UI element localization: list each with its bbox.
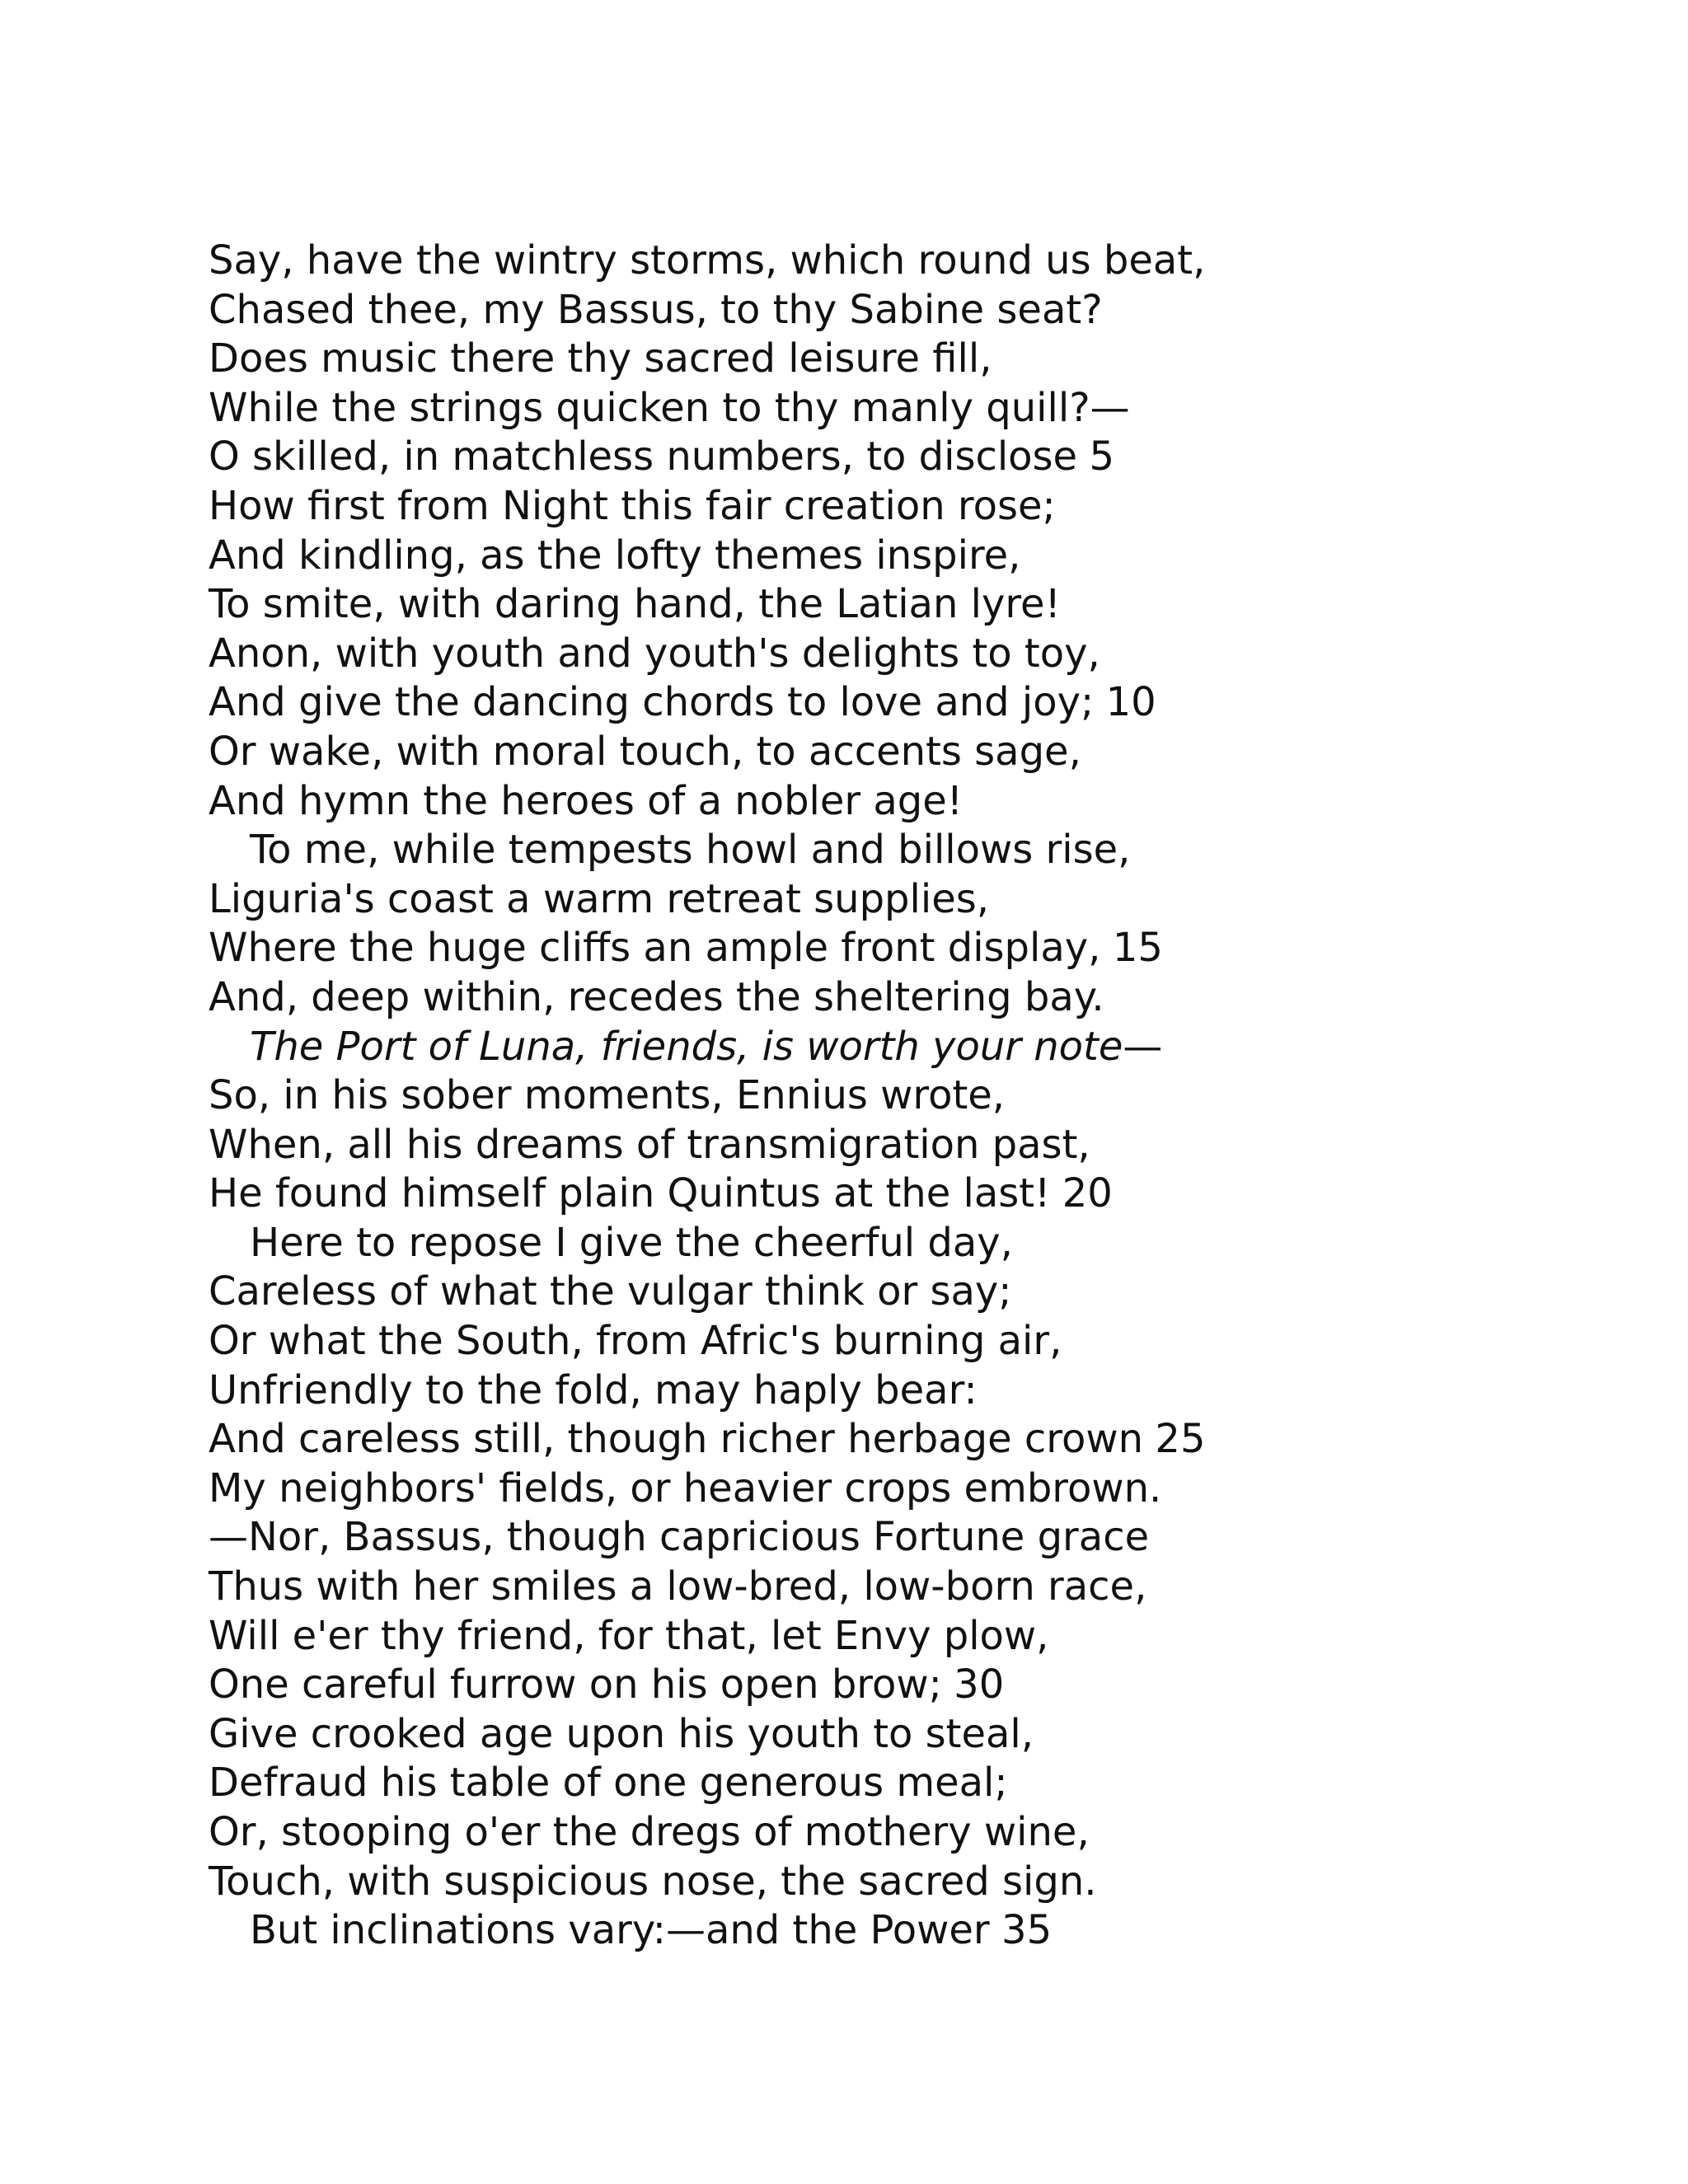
poem-line [209, 1858, 1610, 1907]
line-number: 5 [1089, 434, 1115, 480]
poem-line [209, 1023, 1610, 1072]
poem-line-text: Or, stooping o'er the dregs of mothery wine, [209, 1809, 1090, 1855]
poem-line [209, 924, 1610, 973]
poem-line [209, 335, 1610, 384]
poem-line-text: Liguria's coast a warm retreat supplies, [209, 875, 989, 922]
poem-line [209, 1661, 1610, 1710]
poem-line-text: And hymn the heroes of a nobler age! [209, 777, 964, 824]
poem-line [209, 482, 1610, 532]
poem-line [209, 580, 1610, 630]
poem-line-suffix: — [1123, 1023, 1163, 1070]
poem-line-text: O skilled, in matchless numbers, to disclose [209, 434, 1078, 480]
poem-line [209, 1612, 1610, 1661]
line-number: 10 [1105, 679, 1156, 726]
poem-line [209, 1121, 1610, 1170]
poem-line-text: To smite, with daring hand, the Latian lyre! [209, 581, 1061, 628]
poem-line-text: He found himself plain Quintus at the last! [209, 1170, 1051, 1217]
poem-line [209, 532, 1610, 581]
poem-line-text: To me, while tempests howl and billows rise, [250, 827, 1131, 874]
poem-line-text: Unfriendly to the fold, may haply bear: [209, 1366, 978, 1413]
poem-line [209, 286, 1610, 335]
poem-line-text: And careless still, though richer herbage crown [209, 1416, 1144, 1463]
poem-line [209, 875, 1610, 925]
poem-line-text: While the strings quicken to thy manly quill?— [209, 384, 1130, 431]
poem-line-text: Careless of what the vulgar think or say; [209, 1268, 1012, 1315]
poem-line-text: One careful furrow on his open brow; [209, 1661, 942, 1708]
poem-text [209, 237, 1610, 1956]
poem-line [209, 1513, 1610, 1563]
poem-line-text: Does music there thy sacred leisure fill, [209, 335, 992, 382]
line-number: 30 [954, 1661, 1005, 1708]
poem-line [209, 973, 1610, 1023]
poem-line-text: How first from Night this fair creation rose; [209, 482, 1056, 529]
poem-line-text: Here to repose I give the cheerful day, [250, 1219, 1013, 1266]
poem-line [209, 433, 1610, 482]
poem-line-text: Or wake, with moral touch, to accents sage, [209, 728, 1081, 775]
poem-line [209, 237, 1610, 286]
poem-line-text: Where the huge cliffs an ample front display, [209, 925, 1101, 972]
poem-line-text: Or what the South, from Afric's burning air, [209, 1318, 1062, 1365]
poem-line [209, 384, 1610, 434]
poem-line [209, 1317, 1610, 1366]
poem-line [209, 728, 1610, 777]
poem-line [209, 826, 1610, 875]
poem-line [209, 1563, 1610, 1612]
poem-line-text: And kindling, as the lofty themes inspire, [209, 532, 1021, 579]
poem-line [209, 1219, 1610, 1268]
poem-line-text: —Nor, Bassus, though capricious Fortune grace [209, 1514, 1150, 1561]
poem-line [209, 1710, 1610, 1760]
poem-line [209, 1071, 1610, 1121]
poem-line [209, 630, 1610, 679]
line-number: 35 [1001, 1907, 1053, 1954]
poem-line [209, 1268, 1610, 1317]
poem-line [209, 1906, 1610, 1956]
poem-line-text: Will e'er thy friend, for that, let Envy plow, [209, 1612, 1049, 1659]
poem-line [209, 1808, 1610, 1858]
poem-line [209, 777, 1610, 827]
poem-line-text: Thus with her smiles a low-bred, low-born race, [209, 1563, 1147, 1610]
line-number: 20 [1062, 1170, 1113, 1217]
poem-line [209, 1465, 1610, 1514]
poem-line-text: And, deep within, recedes the sheltering bay. [209, 973, 1104, 1020]
poem-line-text: Touch, with suspicious nose, the sacred sign. [209, 1858, 1097, 1905]
poem-line [209, 1759, 1610, 1808]
poem-line-text: Say, have the wintry storms, which round us beat, [209, 237, 1206, 284]
poem-line-text: Defraud his table of one generous meal; [209, 1760, 1008, 1807]
poem-line-text: Give crooked age upon his youth to steal, [209, 1710, 1034, 1757]
poem-line-text: Chased thee, my Bassus, to thy Sabine seat? [209, 286, 1103, 333]
poem-line [209, 1415, 1610, 1465]
poem-line-text: Anon, with youth and youth's delights to toy, [209, 630, 1100, 677]
poem-line-text: When, all his dreams of transmigration past, [209, 1121, 1090, 1168]
poem-line-text: The Port of Luna, friends, is worth your note [250, 1023, 1123, 1070]
poem-line [209, 678, 1610, 728]
poem-line-text: My neighbors' fields, or heavier crops embrown. [209, 1465, 1162, 1511]
poem-line [209, 1169, 1610, 1219]
poem-line-text: So, in his sober moments, Ennius wrote, [209, 1072, 1006, 1119]
poem-line-text: But inclinations vary:—and the Power [250, 1907, 990, 1954]
poem-line-text: And give the dancing chords to love and joy; [209, 679, 1095, 726]
line-number: 15 [1112, 925, 1163, 972]
line-number: 25 [1155, 1416, 1206, 1463]
poem-line [209, 1366, 1610, 1416]
